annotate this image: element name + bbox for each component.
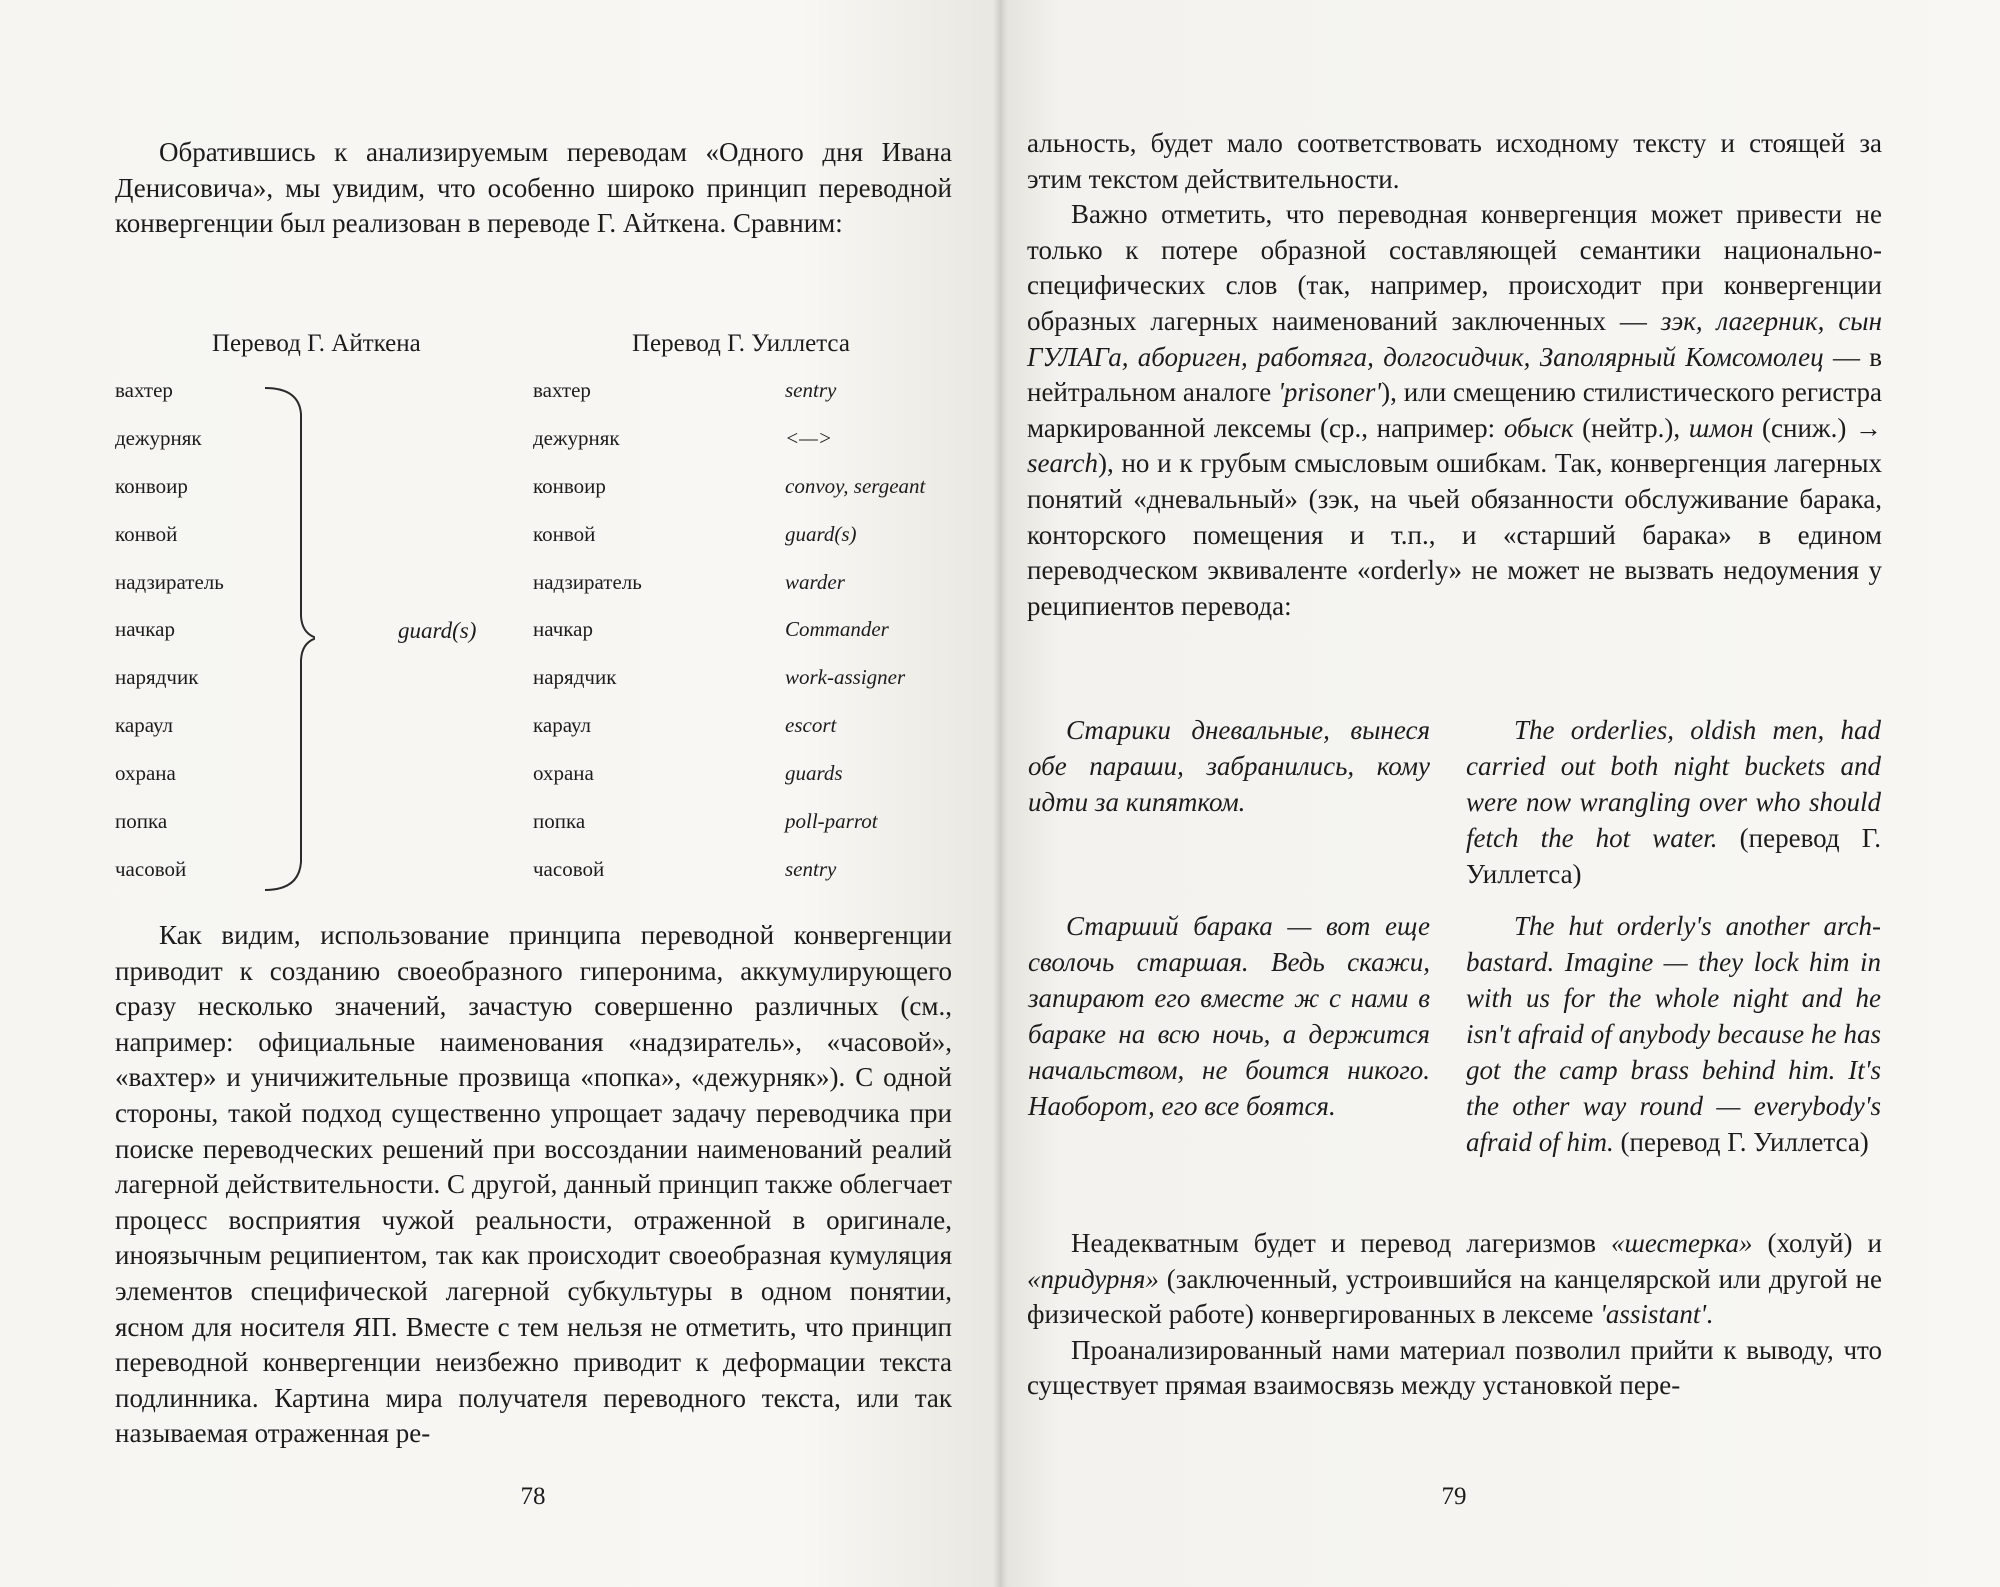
column-header-willets: Перевод Г. Уиллетса <box>632 330 850 357</box>
left-paragraph-2: Как видим, использование принципа переводной конвергенции приводит к созданию своеобразного гиперонима, аккумулирующего сразу несколько значений, зачастую совершенно различных (см., например: официальные наименования «надзиратель», «часовой», «вахтер» и уничижительные прозвища «попка», «дежурняк»). С одной стороны, такой подход существенно упрощает задачу переводчика при поиске переводческих решений при воссоздании наименований реалий лагерной действительности. С другой, данный принцип также облегчает процесс восприятия чужой реальности, отраженной в оригинале, иноязычным реципиентом, так как происходит своеобразная кумуляция элементов специфической лагерной субкультуры в одном понятии, ясном для носителя ЯП. Вместе с тем нельзя не отметить, что принцип переводной конвергенции неизбежно приводит к деформации текста подлинника. Картина мира получателя переводного текста, или так называемая отраженная ре- <box>115 920 952 1449</box>
text-span: Важно отметить, что переводная конвергенция может привести не только к потере образной составляющей семантики национально-специфических слов (так, например, происходит при конвергенции образных лагерных наименований заключенных — <box>1027 199 1882 336</box>
text-span: (нейтр.), <box>1573 412 1689 443</box>
willets-source-term: часовой <box>533 856 605 881</box>
text-span: ), или смещению стилистического регистра маркированной лексемы (ср., например: <box>1027 377 1883 443</box>
left-paragraph-1: Обратившись к анализируемым переводам «Одного дня Ивана Денисовича», мы увидим, что особенно широко принцип переводной конвергенции был реализован в переводе Г. Айткена. Сравним: <box>115 137 952 239</box>
table-row <box>115 761 965 809</box>
table-row <box>115 570 965 618</box>
right-page <box>1000 0 2000 1587</box>
italic-term: «шестерка» <box>1611 1228 1753 1258</box>
text-span: ), но и к грубым смысловым ошибкам. Так, конвергенция лагерных понятий «дневальный» (зэк, на чьей обязанности обслуживание барака, конторского помещения и т.п., и «старший барака» в едином переводческом эквиваленте «orderly» не может не вызвать недоумения у реципиентов перевода: <box>1027 448 1882 621</box>
text-span: (сниж.) → <box>1753 412 1882 443</box>
table-row <box>115 378 965 426</box>
text-span: (холуй) и <box>1752 1228 1882 1258</box>
table-row <box>115 857 965 905</box>
aitken-source-term: караул <box>115 713 174 738</box>
right-brace-icon <box>255 384 315 894</box>
willets-source-term: охрана <box>533 761 594 786</box>
table-row <box>115 522 965 570</box>
book-gutter <box>993 0 1007 1587</box>
aitken-common-translation: guard(s) <box>398 618 477 643</box>
aitken-source-term: вахтер <box>115 378 173 402</box>
aitken-source-term: конвой <box>115 521 178 546</box>
willets-translation: <—> <box>785 425 833 450</box>
italic-term: шмон <box>1688 412 1754 443</box>
text-span: (заключенный, устроившийся на канцелярской или другой не физической работе) конвергированных в лексеме <box>1027 1263 1882 1330</box>
table-row <box>115 474 965 522</box>
aitken-source-term: дежурняк <box>115 425 202 450</box>
aitken-source-term: конвоир <box>115 473 188 498</box>
willets-translation: guard(s) <box>785 521 857 546</box>
quote-1-source: (перевод Г. Уиллетса) <box>1466 823 1882 889</box>
aitken-source-term: часовой <box>115 856 187 881</box>
aitken-source-term: нарядчик <box>115 665 199 690</box>
italic-term: search <box>1027 448 1098 479</box>
aitken-source-term: попка <box>115 809 168 834</box>
left-intro-text <box>115 135 952 242</box>
quote-2-russian: Старший барака — вот еще сволочь старшая. Ведь скажи, запирают его вместе ж с нами в бараке на всю ночь, а держится начальством, не боится никого. Наоборот, его все боятся. <box>1028 911 1430 1121</box>
page-number-right: 79 <box>1441 1483 1467 1510</box>
willets-translation: warder <box>785 569 845 594</box>
willets-translation: guards <box>785 761 843 786</box>
left-conclusion-text <box>115 918 952 1452</box>
text-span: — в нейтральном аналоге <box>1027 341 1883 408</box>
table-row <box>115 809 965 857</box>
aitken-source-term: охрана <box>115 761 176 786</box>
quote-1-russian: Старики дневальные, вынеся обе параши, забранились, кому идти за кипятком. <box>1028 715 1430 817</box>
comparison-table <box>115 378 965 905</box>
willets-source-term: конвой <box>533 521 596 546</box>
right-intro-text <box>1027 126 1882 624</box>
willets-translation: poll-parrot <box>785 809 878 834</box>
willets-translation: escort <box>785 713 837 738</box>
right-paragraph-1: альность, будет мало соответствовать исходному тексту и стоящей за этим текстом действительности. <box>1027 128 1882 194</box>
willets-translation: Commander <box>785 617 889 642</box>
willets-source-term: начкар <box>533 617 593 642</box>
table-row <box>115 426 965 474</box>
willets-source-term: надзиратель <box>533 569 642 594</box>
quote-1-english <box>1466 712 1881 892</box>
willets-translation: sentry <box>785 856 837 881</box>
quote-2-english-text: The hut orderly's another arch-bastard. Imagine — they lock him in with us for the whole night and he isn't afraid of anybody because he has got the camp brass behind him. It's the other way round — everybody's afraid of him. <box>1466 911 1881 1157</box>
italic-term: 'assistant' <box>1600 1299 1707 1330</box>
quote-2-source: (перевод Г. Уиллетса) <box>1620 1127 1869 1157</box>
right-paragraph-4: Проанализированный нами материал позволил прийти к выводу, что существует прямая взаимосвязь между установкой пере- <box>1027 1334 1882 1401</box>
quote-2-english <box>1466 908 1881 1160</box>
quote-1-english-text: The orderlies, oldish men, had carried out both night buckets and were now wrangling over who should fetch the hot water. <box>1466 715 1881 853</box>
willets-source-term: конвоир <box>533 473 606 498</box>
willets-translation: sentry <box>785 378 837 402</box>
right-conclusion-text <box>1027 1226 1882 1404</box>
willets-source-term: караул <box>533 713 592 738</box>
italic-term: обыск <box>1503 412 1574 443</box>
willets-translation: convoy, sergeant <box>785 473 926 498</box>
table-row <box>115 713 965 761</box>
page-number-left: 78 <box>520 1483 546 1510</box>
italic-terms: зэк, лагерник, сын ГУЛАГа, абориген, работяга, долгосидчик, Заполярный Комсомолец <box>1027 305 1882 372</box>
willets-source-term: нарядчик <box>533 665 617 690</box>
aitken-source-term: начкар <box>115 617 175 642</box>
table-row <box>115 617 965 665</box>
aitken-source-term: надзиратель <box>115 569 224 594</box>
italic-term: 'prisoner' <box>1278 377 1382 408</box>
text-span: Неадекватным будет и перевод лагеризмов <box>1071 1228 1612 1258</box>
italic-term: «придурня» <box>1027 1263 1159 1294</box>
right-paragraph-2 <box>1027 197 1882 624</box>
column-header-aitken: Перевод Г. Айткена <box>212 330 421 357</box>
willets-source-term: вахтер <box>533 378 591 402</box>
willets-translation: work-assigner <box>785 665 906 690</box>
willets-source-term: попка <box>533 809 586 834</box>
text-span: . <box>1706 1299 1713 1330</box>
willets-source-term: дежурняк <box>533 425 620 450</box>
right-paragraph-3 <box>1027 1226 1882 1333</box>
table-row <box>115 665 965 713</box>
